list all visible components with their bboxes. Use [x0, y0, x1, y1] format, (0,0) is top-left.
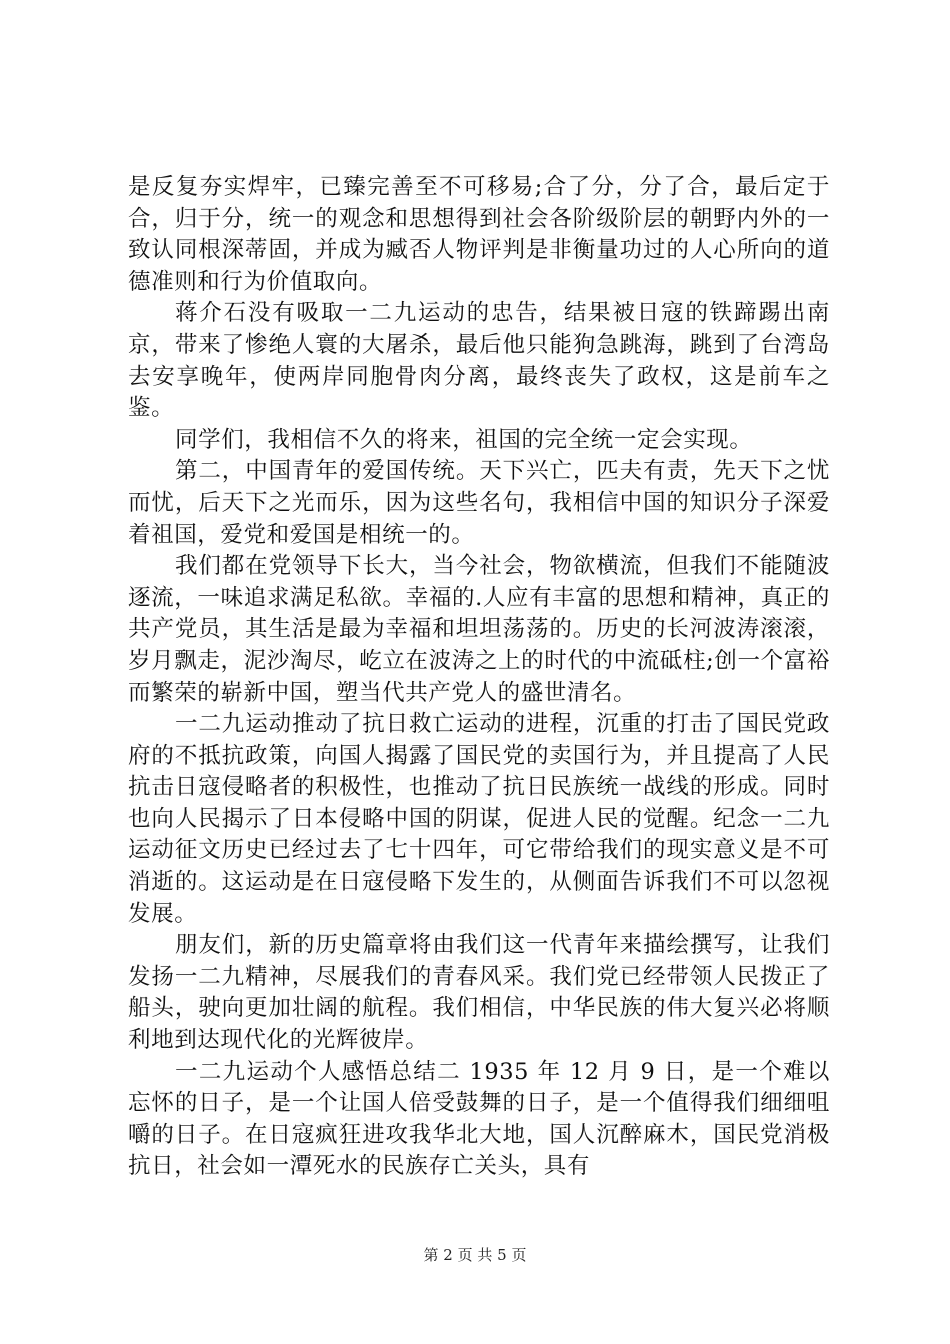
paragraph: 蒋介石没有吸取一二九运动的忠告，结果被日寇的铁蹄踢出南京，带来了惨绝人寰的大屠杀，最后他只能狗急跳海，跳到了台湾岛去安享晚年，使两岸同胞骨肉分离，最终丧失了政权，这是前车之鉴。 — [128, 300, 830, 422]
document-body — [128, 172, 830, 1183]
page-number-footer: 第 2 页 共 5 页 — [423, 1246, 527, 1264]
paragraph: 我们都在党领导下长大，当今社会，物欲横流，但我们不能随波逐流，一味追求满足私欲。幸福的.人应有丰富的思想和精神，真正的共产党员，其生活是最为幸福和坦坦荡荡的。历史的长河波涛滚滚，岁月飘走，泥沙淘尽，屹立在波涛之上的时代的中流砥柱;创一个富裕而繁荣的崭新中国，塑当代共产党人的盛世清名。 — [128, 553, 830, 706]
paragraph-continuation: 是反复夯实焊牢，已臻完善至不可移易;合了分，分了合，最后定于合，归于分，统一的观念和思想得到社会各阶级阶层的朝野内外的一致认同根深蒂固，并成为臧否人物评判是非衡量功过的人心所向的道德准则和行为价值取向。 — [128, 174, 830, 295]
paragraph: 朋友们，新的历史篇章将由我们这一代青年来描绘撰写，让我们发扬一二九精神，尽展我们的青春风采。我们党已经带领人民拨正了船头，驶向更加壮阔的航程。我们相信，中华民族的伟大复兴必将顺利地到达现代化的光辉彼岸。 — [128, 932, 830, 1054]
paragraph: 一二九运动个人感悟总结二 1935 年 12 月 9 日，是一个难以忘怀的日子，是一个让国人倍受鼓舞的日子，是一个值得我们细细咀嚼的日子。在日寇疯狂进攻我华北大地，国人沉醉麻木，国民党消极抗日，社会如一潭死水的民族存亡关头，具有 — [128, 1058, 830, 1180]
paragraph: 第二，中国青年的爱国传统。天下兴亡，匹夫有责，先天下之忧而忧，后天下之光而乐，因为这些名句，我相信中国的知识分子深爱着祖国，爱党和爱国是相统一的。 — [128, 458, 830, 548]
paragraph: 同学们，我相信不久的将来，祖国的完全统一定会实现。 — [175, 426, 753, 453]
paragraph: 一二九运动推动了抗日救亡运动的进程，沉重的打击了国民党政府的不抵抗政策，向国人揭露了国民党的卖国行为，并且提高了人民抗击日寇侵略者的积极性，也推动了抗日民族统一战线的形成。同时也向人民揭示了日本侵略中国的阴谋，促进人民的觉醒。纪念一二九运动征文历史已经过去了七十四年，可它带给我们的现实意义是不可消逝的。这运动是在日寇侵略下发生的，从侧面告诉我们不可以忽视发展。 — [128, 711, 830, 927]
